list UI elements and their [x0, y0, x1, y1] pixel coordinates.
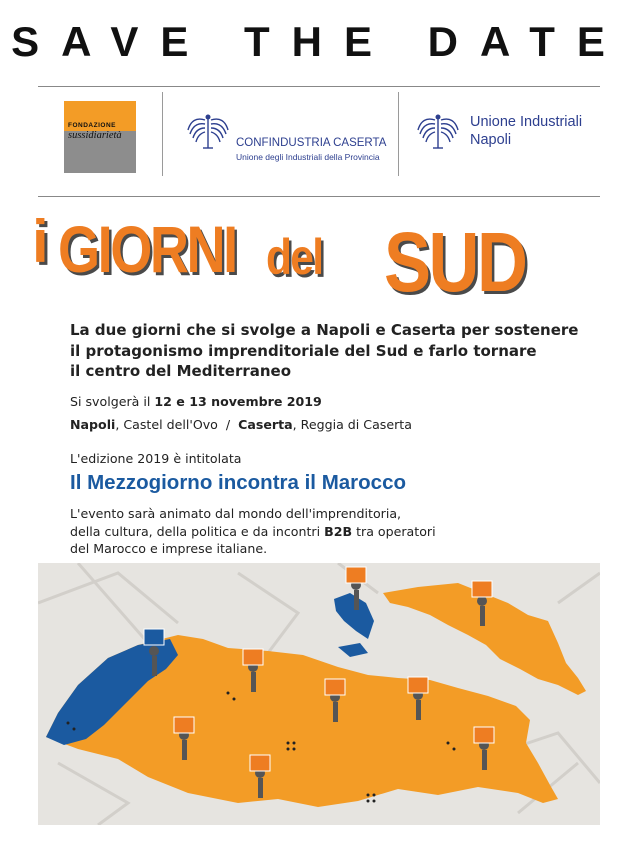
sussidiarieta-logo-text: sussidiarietà [68, 130, 122, 141]
event-dates [70, 394, 322, 409]
mediterranean-map-illustration [38, 563, 600, 825]
fondazione-sussidiarieta-logo [64, 101, 136, 173]
location-city-napoli: Napoli [70, 417, 116, 432]
event-title-logo [32, 208, 612, 309]
location-venue-napoli: , Castel dell'Ovo / [115, 417, 239, 432]
dates-value: 12 e 13 novembre 2019 [154, 394, 322, 409]
description-text: della cultura, della politica e da incontri [70, 523, 325, 539]
unione-industriali-name: Unione Industriali [470, 114, 583, 130]
title-giorni: GIORNI [58, 212, 236, 286]
logo-separator [398, 92, 399, 176]
description-line: L'evento sarà animato dal mondo dell'imprenditoria, [70, 506, 402, 521]
event-description [70, 505, 436, 558]
title-del: del [266, 229, 323, 285]
intro-line: il protagonismo imprenditoriale del Sud e farlo tornare [70, 341, 537, 360]
confindustria-caserta-name: CONFINDUSTRIA CASERTA [236, 137, 387, 149]
save-the-date-heading: SAVE THE DATE [11, 18, 627, 65]
intro-paragraph [70, 320, 590, 382]
title-i: i [32, 208, 49, 275]
confindustria-eagle-icon [186, 112, 230, 152]
event-locations [70, 417, 412, 432]
intro-line: il centro del Mediterraneo [70, 362, 292, 380]
unione-industriali-eagle-icon [416, 112, 460, 152]
description-line: del Marocco e imprese italiane. [70, 541, 268, 556]
title-sud: SUD [384, 215, 526, 309]
fondazione-logo-text: FONDAZIONE [68, 122, 116, 129]
edition-label: L'edizione 2019 è intitolata [70, 451, 242, 466]
confindustria-caserta-subtitle: Unione degli Industriali della Provincia [236, 152, 380, 162]
edition-headline: Il Mezzogiorno incontra il Marocco [70, 471, 406, 494]
intro-line: La due giorni che si svolge a Napoli e Caserta per sostenere [70, 321, 579, 339]
logo-bottom-divider [38, 196, 600, 197]
location-venue-caserta: , Reggia di Caserta [292, 417, 412, 432]
description-text: tra operatori [352, 523, 436, 539]
b2b-highlight: B2B [324, 523, 353, 539]
top-divider [38, 86, 600, 87]
logo-separator [162, 92, 163, 176]
description-line [70, 523, 436, 541]
location-city-caserta: Caserta [238, 417, 293, 432]
unione-industriali-city: Napoli [470, 132, 512, 148]
dates-prefix: Si svolgerà il [70, 394, 155, 409]
sponsor-logos [38, 92, 600, 178]
